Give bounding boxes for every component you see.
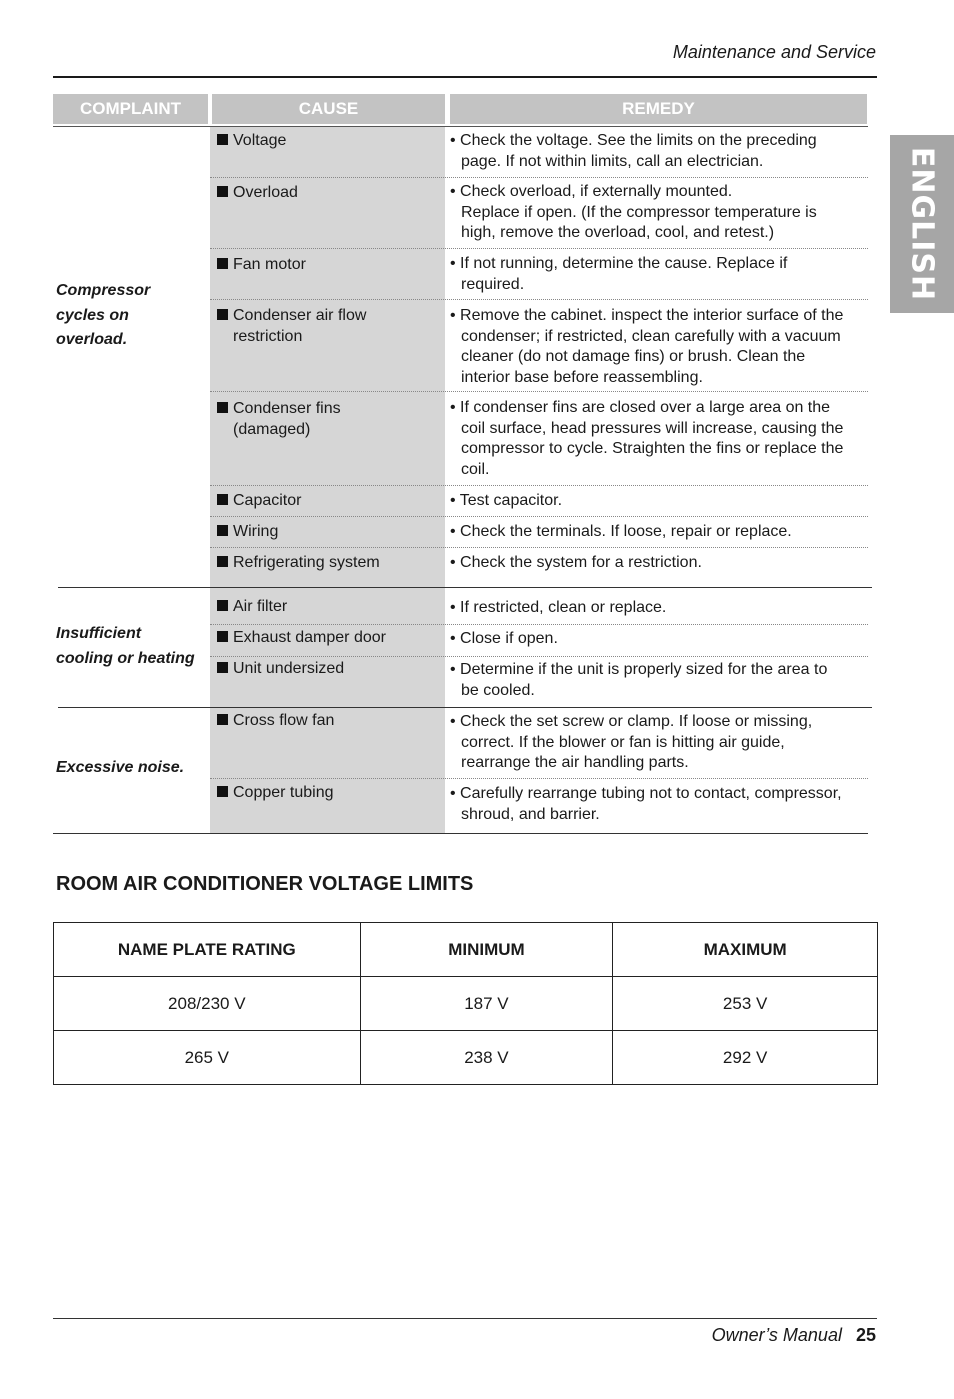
- language-tab: [890, 135, 954, 313]
- cause-copper-tubing: Copper tubing: [217, 783, 334, 804]
- column-header: MAXIMUM: [613, 923, 878, 977]
- page-number: 25: [855, 1325, 876, 1345]
- row-divider: [210, 656, 868, 657]
- row-divider: [210, 248, 868, 249]
- cause-unit-undersized: Unit undersized: [217, 659, 344, 680]
- cause-fan-motor: Fan motor: [217, 255, 306, 276]
- table-row: [54, 977, 878, 1031]
- remedy-voltage: • Check the voltage. See the limits on the preceding page. If not within limits, call an electrician.: [450, 132, 817, 170]
- footer-label: Owner’s Manual: [711, 1325, 842, 1345]
- cause-refrigerating-system: Refrigerating system: [217, 553, 380, 574]
- row-divider: [210, 391, 868, 392]
- header-remedy: REMEDY: [450, 94, 867, 124]
- complaint-excessive-noise: Excessive noise.: [56, 759, 185, 776]
- remedy-wiring: • Check the terminals. If loose, repair or replace.: [450, 523, 792, 540]
- group-divider: [58, 707, 872, 708]
- cause-air-filter: Air filter: [217, 597, 287, 618]
- remedy-condenser-fins: • If condenser fins are closed over a large area on the coil surface, head pressures will increase, causing the compressor to cycle. Straighten the fins or replace the coil.: [450, 399, 844, 478]
- table-row: [54, 1031, 878, 1085]
- remedy-air-filter: • If restricted, clean or replace.: [450, 599, 667, 616]
- cause-condenser-air-flow: Condenser air flow restriction: [217, 306, 366, 347]
- voltage-limits-table: [53, 922, 878, 1085]
- remedy-overload: • Check overload, if externally mounted. Replace if open. (If the compressor temperature is high, remove the overload, cool, and retest.): [450, 183, 817, 241]
- square-bullet-icon: [217, 134, 228, 145]
- remedy-unit-undersized: • Determine if the unit is properly sized for the area to be cooled.: [450, 661, 828, 699]
- square-bullet-icon: [217, 402, 228, 413]
- table-cell: 187 V: [360, 977, 613, 1031]
- row-divider: [210, 624, 868, 625]
- cause-overload: Overload: [217, 183, 298, 204]
- cause-voltage: Voltage: [217, 131, 286, 152]
- square-bullet-icon: [217, 786, 228, 797]
- cause-exhaust-damper-door: Exhaust damper door: [217, 628, 386, 649]
- table-cell: 253 V: [613, 977, 878, 1031]
- table-cell: 238 V: [360, 1031, 613, 1085]
- cause-cross-flow-fan: Cross flow fan: [217, 711, 334, 732]
- column-header: MINIMUM: [360, 923, 613, 977]
- square-bullet-icon: [217, 525, 228, 536]
- footer: [712, 1325, 876, 1346]
- table-header-row: [54, 923, 878, 977]
- header-divider: [53, 76, 877, 78]
- square-bullet-icon: [217, 258, 228, 269]
- cause-capacitor: Capacitor: [217, 491, 301, 512]
- remedy-condenser-air-flow: • Remove the cabinet. inspect the interior surface of the condenser; if restricted, clean carefully with a vacuum cleaner (do not damage fins) or brush. Clean the interior base before reassembling.: [450, 307, 844, 386]
- complaint-insufficient-cooling: Insufficient cooling or heating: [56, 625, 195, 667]
- header-underline: [53, 126, 868, 127]
- row-divider: [210, 547, 868, 548]
- row-divider: [210, 299, 868, 300]
- square-bullet-icon: [217, 600, 228, 611]
- header-cause: CAUSE: [212, 94, 445, 124]
- row-divider: [210, 778, 868, 779]
- voltage-limits-title: ROOM AIR CONDITIONER VOLTAGE LIMITS: [56, 873, 474, 895]
- complaint-compressor-overload: Compressor cycles on overload.: [56, 282, 151, 348]
- header-complaint: COMPLAINT: [53, 94, 208, 124]
- square-bullet-icon: [217, 186, 228, 197]
- remedy-refrigerating-system: • Check the system for a restriction.: [450, 554, 702, 571]
- square-bullet-icon: [217, 309, 228, 320]
- table-cell: 292 V: [613, 1031, 878, 1085]
- square-bullet-icon: [217, 662, 228, 673]
- square-bullet-icon: [217, 556, 228, 567]
- row-divider: [210, 177, 868, 178]
- table-bottom-rule: [53, 833, 868, 834]
- remedy-fan-motor: • If not running, determine the cause. Replace if required.: [450, 255, 788, 293]
- square-bullet-icon: [217, 631, 228, 642]
- group-divider: [58, 587, 872, 588]
- table-cell: 208/230 V: [54, 977, 361, 1031]
- footer-divider: [53, 1318, 877, 1319]
- square-bullet-icon: [217, 494, 228, 505]
- remedy-capacitor: • Test capacitor.: [450, 492, 563, 509]
- remedy-exhaust-damper-door: • Close if open.: [450, 630, 558, 647]
- remedy-cross-flow-fan: • Check the set screw or clamp. If loose or missing, correct. If the blower or fan is hitting air guide, rearrange the air handling parts.: [450, 713, 813, 771]
- section-title: Maintenance and Service: [672, 42, 876, 62]
- square-bullet-icon: [217, 714, 228, 725]
- remedy-copper-tubing: • Carefully rearrange tubing not to contact, compressor, shroud, and barrier.: [450, 785, 842, 823]
- table-cell: 265 V: [54, 1031, 361, 1085]
- row-divider: [210, 485, 868, 486]
- column-header: NAME PLATE RATING: [54, 923, 361, 977]
- cause-wiring: Wiring: [217, 522, 278, 543]
- row-divider: [210, 516, 868, 517]
- language-tab-label: ENGLISH: [904, 146, 940, 302]
- cause-condenser-fins: Condenser fins (damaged): [217, 399, 341, 440]
